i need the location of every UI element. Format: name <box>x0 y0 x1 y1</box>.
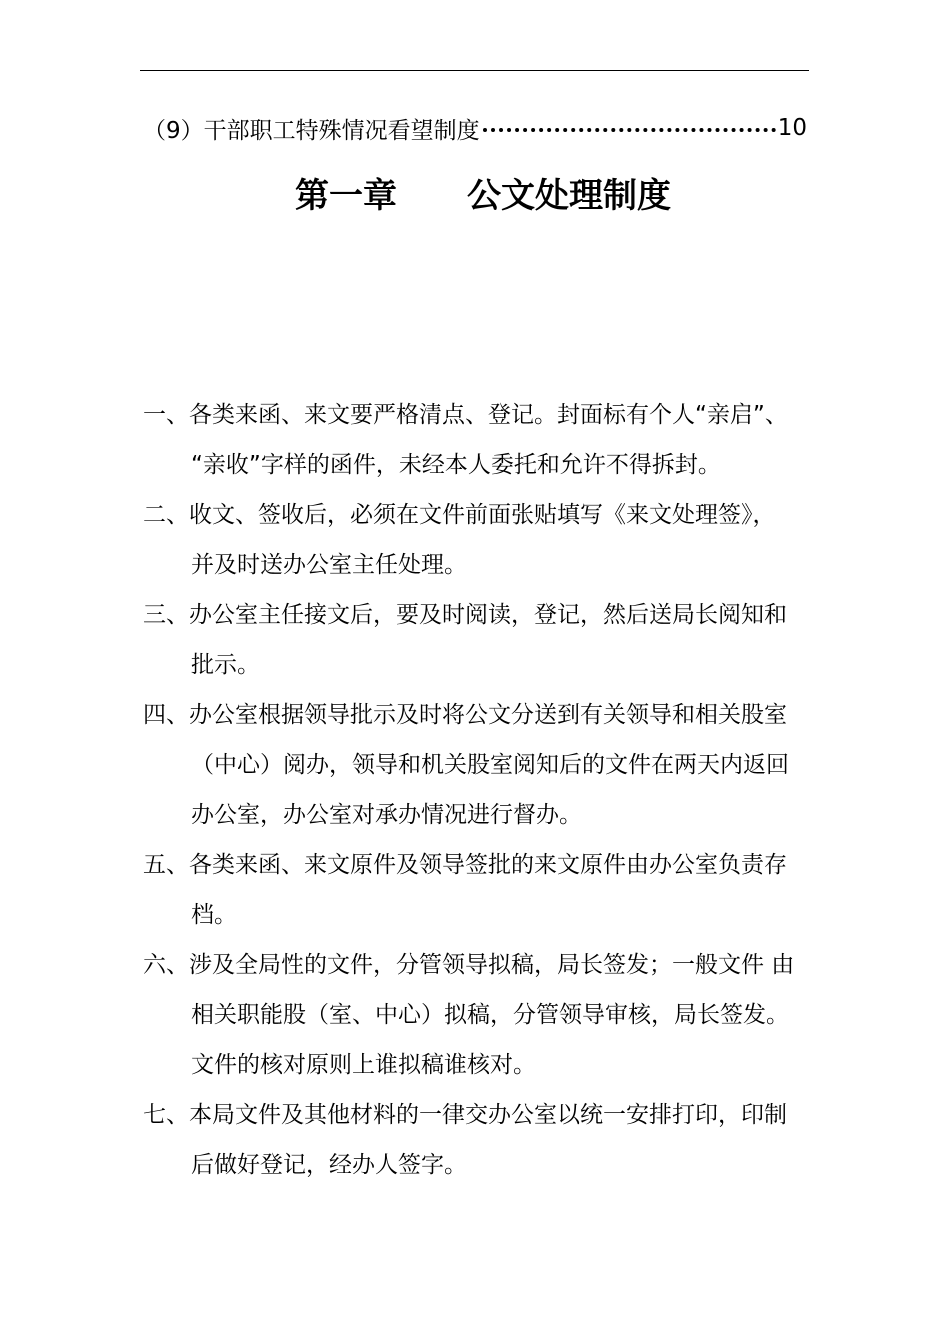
list-item <box>143 840 815 940</box>
regulation-list <box>143 390 815 1190</box>
list-item <box>143 390 815 490</box>
item-line: 办公室，办公室对承办情况进行督办。 <box>191 802 582 828</box>
toc-entry-text: （9）干部职工特殊情况看望制度 <box>143 117 480 144</box>
chapter-number: 第一章 <box>295 176 397 216</box>
item-line: 三、办公室主任接文后，要及时阅读，登记，然后送局长阅知和 <box>143 602 787 628</box>
toc-entry-page: 10 <box>777 115 807 141</box>
chapter-heading <box>0 168 950 217</box>
toc-dot-leader <box>483 128 776 132</box>
item-line: 二、收文、签收后，必须在文件前面张贴填写《来文处理签》， <box>143 502 776 528</box>
item-line: 批示。 <box>191 652 260 678</box>
item-line: 后做好登记，经办人签字。 <box>191 1152 467 1178</box>
item-line: 一、各类来函、来文要严格清点、登记。封面标有个人“亲启”、 <box>143 402 788 428</box>
item-line: 七、本局文件及其他材料的一律交办公室以统一安排打印，印制 <box>143 1102 787 1128</box>
toc-entry[interactable] <box>143 110 807 146</box>
list-item <box>143 590 815 690</box>
item-line: 五、各类来函、来文原件及领导签批的来文原件由办公室负责存 <box>143 852 787 878</box>
item-line: 相关职能股（室、中心）拟稿，分管领导审核，局长签发。 <box>191 1002 789 1028</box>
item-line: 并及时送办公室主任处理。 <box>191 552 467 578</box>
list-item <box>143 690 815 840</box>
list-item <box>143 1090 815 1190</box>
list-item <box>143 940 815 1090</box>
item-line: “亲收”字样的函件，未经本人委托和允许不得拆封。 <box>191 452 721 478</box>
item-line: 六、涉及全局性的文件，分管领导拟稿，局长签发；一般文件 由 <box>143 952 795 978</box>
item-line: 四、办公室根据领导批示及时将公文分送到有关领导和相关股室 <box>143 702 787 728</box>
chapter-title: 公文处理制度 <box>467 176 671 216</box>
header-rule <box>140 70 809 71</box>
list-item <box>143 490 815 590</box>
item-line: 文件的核对原则上谁拟稿谁核对。 <box>191 1052 536 1078</box>
item-line: 档。 <box>191 902 237 928</box>
item-line: （中心）阅办，领导和机关股室阅知后的文件在两天内返回 <box>191 752 789 778</box>
